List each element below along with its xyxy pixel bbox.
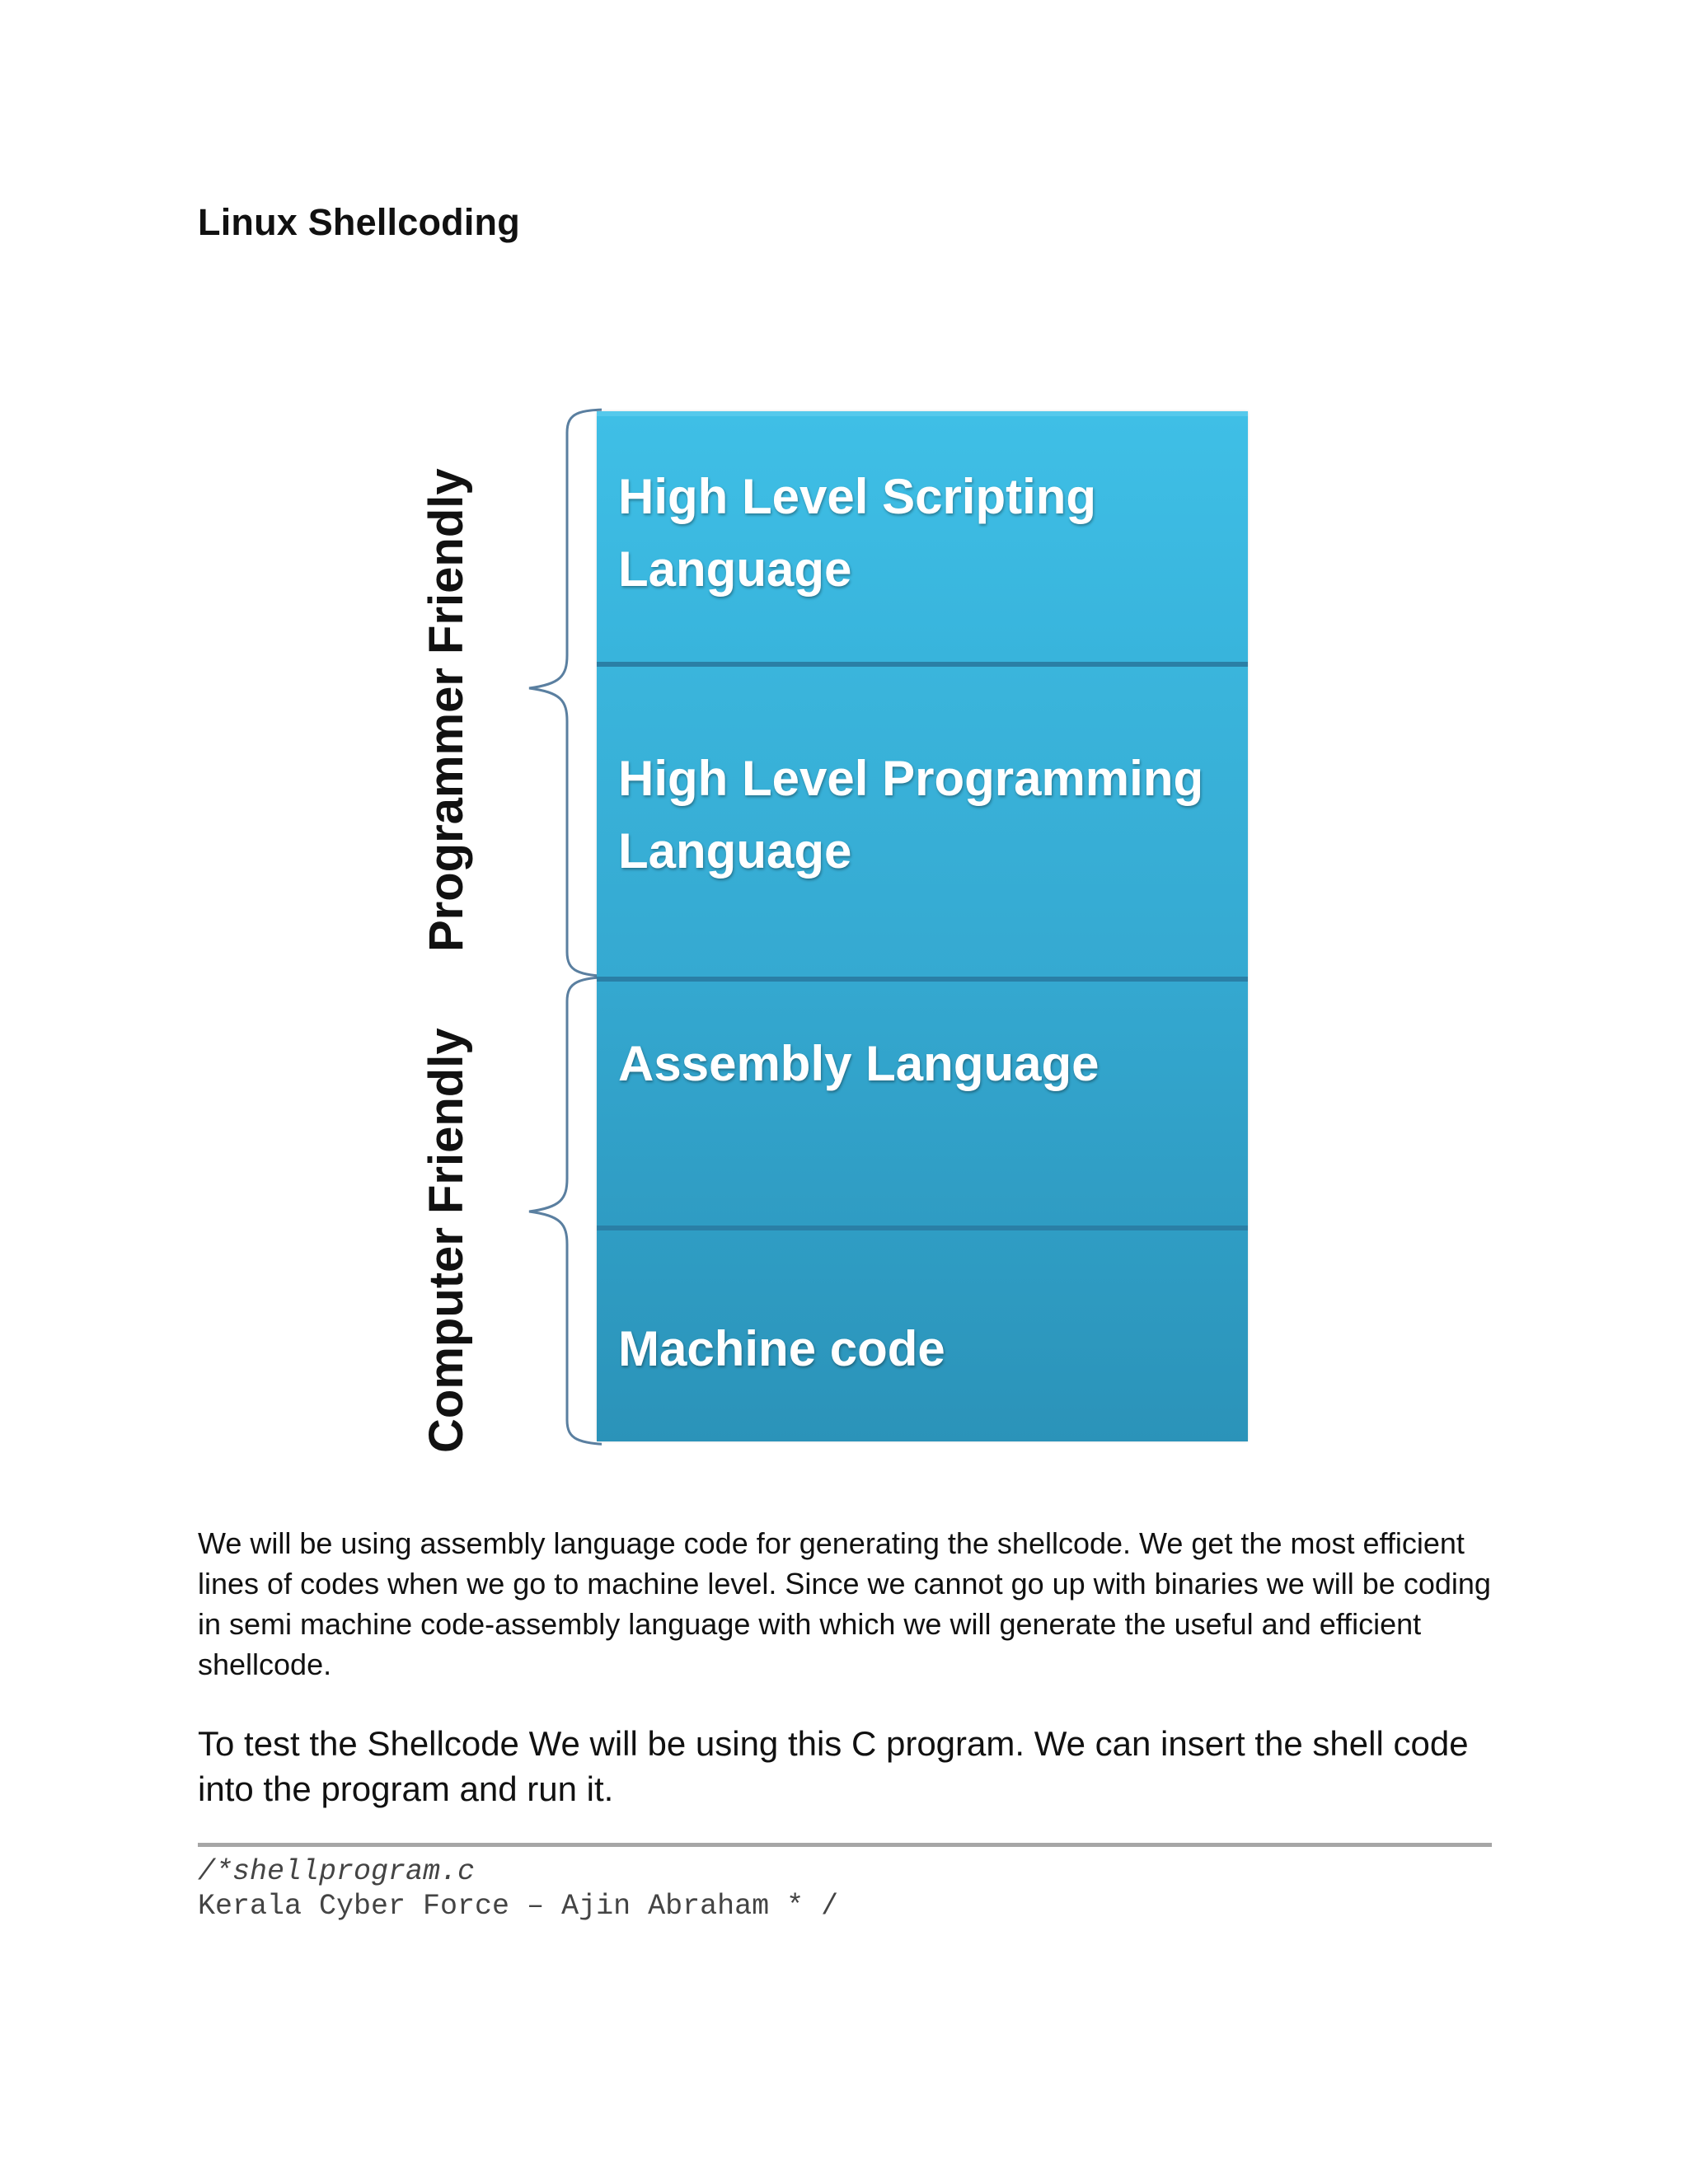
divider-rule (198, 1843, 1492, 1847)
layer-machine-code (597, 1230, 1248, 1441)
computer-friendly-label: Computer Friendly (420, 1028, 473, 1453)
layer-label: Machine code (618, 1321, 945, 1376)
programmer-friendly-label: Programmer Friendly (420, 468, 473, 952)
layer-assembly (597, 982, 1248, 1230)
computer-brace (529, 977, 602, 1445)
code-block (198, 1854, 838, 1924)
language-stack (597, 411, 1248, 1441)
layer-label: Assembly Language (618, 1036, 1100, 1091)
language-level-diagram (412, 408, 1278, 1455)
test-paragraph: To test the Shellcode We will be using this C program. We can insert the shell code into the program and run it. (198, 1724, 1469, 1808)
layer-label: High Level Programming (618, 751, 1204, 806)
programmer-brace (529, 410, 602, 977)
layer-label: Language (618, 541, 852, 597)
layer-label: Language (618, 823, 852, 879)
code-line: Kerala Cyber Force – Ajin Abraham * / (198, 1890, 839, 1923)
layer-high-level-scripting (597, 411, 1248, 667)
layer-label: High Level Scripting (618, 469, 1097, 524)
code-line: /*shellprogram.c (198, 1855, 476, 1888)
brace-icon (470, 408, 602, 1455)
page-title: Linux Shellcoding (198, 201, 520, 243)
intro-paragraph: We will be using assembly language code for generating the shellcode. We get the most efficient lines of codes when we go to machine level. Since we cannot go up with binaries we will be coding in semi machine code-assembly language with which we will generate the useful and efficient shellcode. (198, 1526, 1491, 1681)
layer-high-level-programming (597, 667, 1248, 982)
